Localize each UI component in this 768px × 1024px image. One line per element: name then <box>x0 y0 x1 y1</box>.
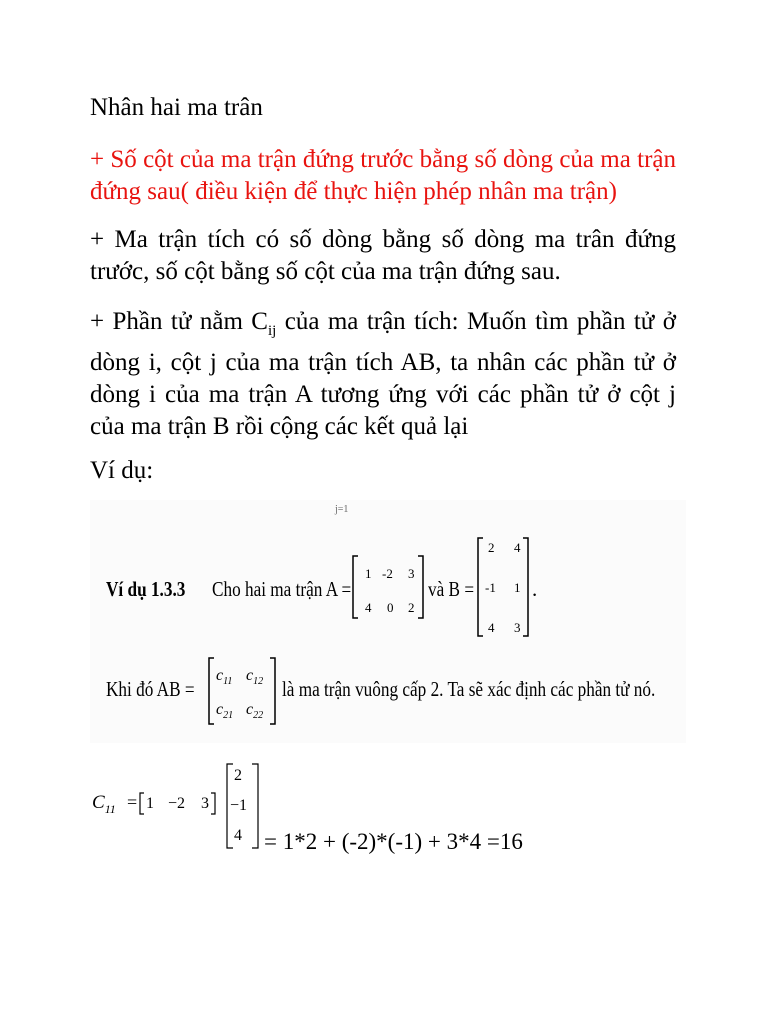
matrix-b-cell: 4 <box>514 540 521 555</box>
rule-dimensions: + Ma trận tích có số dòng bằng số dòng ma trân đứng trước, số cột bằng số cột của ma trận đứng sau. <box>90 226 676 285</box>
example-intro: Cho hai ma trận A = <box>212 578 352 602</box>
col-cell: −1 <box>230 797 248 814</box>
period: . <box>532 577 538 601</box>
rule-element-start: + Phần tử nằm C <box>90 308 268 335</box>
matrix-a-right-bracket <box>418 556 423 618</box>
calc-result: = 1*2 + (-2)*(-1) + 3*4 =16 <box>264 829 523 854</box>
matrix-b-cell: -1 <box>485 580 496 595</box>
page-title: Nhân hai ma trân <box>90 94 263 121</box>
matrix-c-cell: $c_{11}$ <box>216 667 233 687</box>
col-cell: 4 <box>234 827 242 844</box>
then-ab-label: Khi đó AB = <box>106 678 195 702</box>
rule-condition: + Số cột của ma trận đứng trước bằng số dòng của ma trận đứng sau( điều kiện để thực hiện phép nhân ma trận) <box>90 146 676 205</box>
example-image <box>90 500 686 743</box>
row-cell: 3 <box>201 795 209 812</box>
matrix-b-cell: 1 <box>514 580 521 595</box>
matrix-c-cell: $c_{12}$ <box>246 667 264 687</box>
col-cell: 2 <box>234 767 242 784</box>
matrix-c-left-bracket <box>209 658 214 724</box>
calc-equals: = <box>127 792 138 812</box>
example-figure <box>90 500 686 743</box>
row-left-bracket <box>140 793 144 814</box>
example-label: Ví dụ: <box>90 457 154 484</box>
rule-element-sub: ij <box>267 323 277 339</box>
rule-element-rest: của ma trận tích: Muốn tìm phần tử ở dòng i, cột j của ma trận tích AB, ta nhân các phần tử ở dòng i của ma trận A tương ứng với các phần tử ở cột j của ma trận B rồi cộng các kết quả lại <box>90 308 676 440</box>
matrix-a-cell: -2 <box>382 566 393 581</box>
rule-element <box>90 306 676 443</box>
matrix-b-cell: 2 <box>488 540 495 555</box>
matrix-a-cell: 3 <box>408 566 415 581</box>
matrix-c-right-bracket <box>270 658 275 724</box>
row-cell: −2 <box>168 795 186 812</box>
row-cell: 1 <box>146 795 154 812</box>
conclusion-text: là ma trận vuông cấp 2. Ta sẽ xác định các phần tử nó. <box>282 678 656 702</box>
matrix-a-cell: 2 <box>408 600 415 615</box>
matrix-b-left-bracket <box>478 538 483 636</box>
and-b-label: và B = <box>428 578 475 602</box>
matrix-c-cell: $c_{21}$ <box>216 701 234 721</box>
row-right-bracket <box>211 793 215 814</box>
top-fragment: j=1 <box>335 504 349 515</box>
matrix-a-cell: 4 <box>365 600 372 615</box>
matrix-a-cell: 1 <box>365 566 372 581</box>
col-right-bracket <box>252 764 258 848</box>
matrix-a-left-bracket <box>353 556 358 618</box>
calc-lhs: $C_{11}$ <box>92 792 116 816</box>
matrix-a-cell: 0 <box>387 600 394 615</box>
calc-formula <box>90 758 270 854</box>
matrix-b-cell: 3 <box>514 620 521 635</box>
example-heading: Ví dụ 1.3.3 <box>106 578 186 602</box>
matrix-c-cell: $c_{22}$ <box>246 701 264 721</box>
matrix-b-cell: 4 <box>488 620 495 635</box>
matrix-b-right-bracket <box>523 538 528 636</box>
